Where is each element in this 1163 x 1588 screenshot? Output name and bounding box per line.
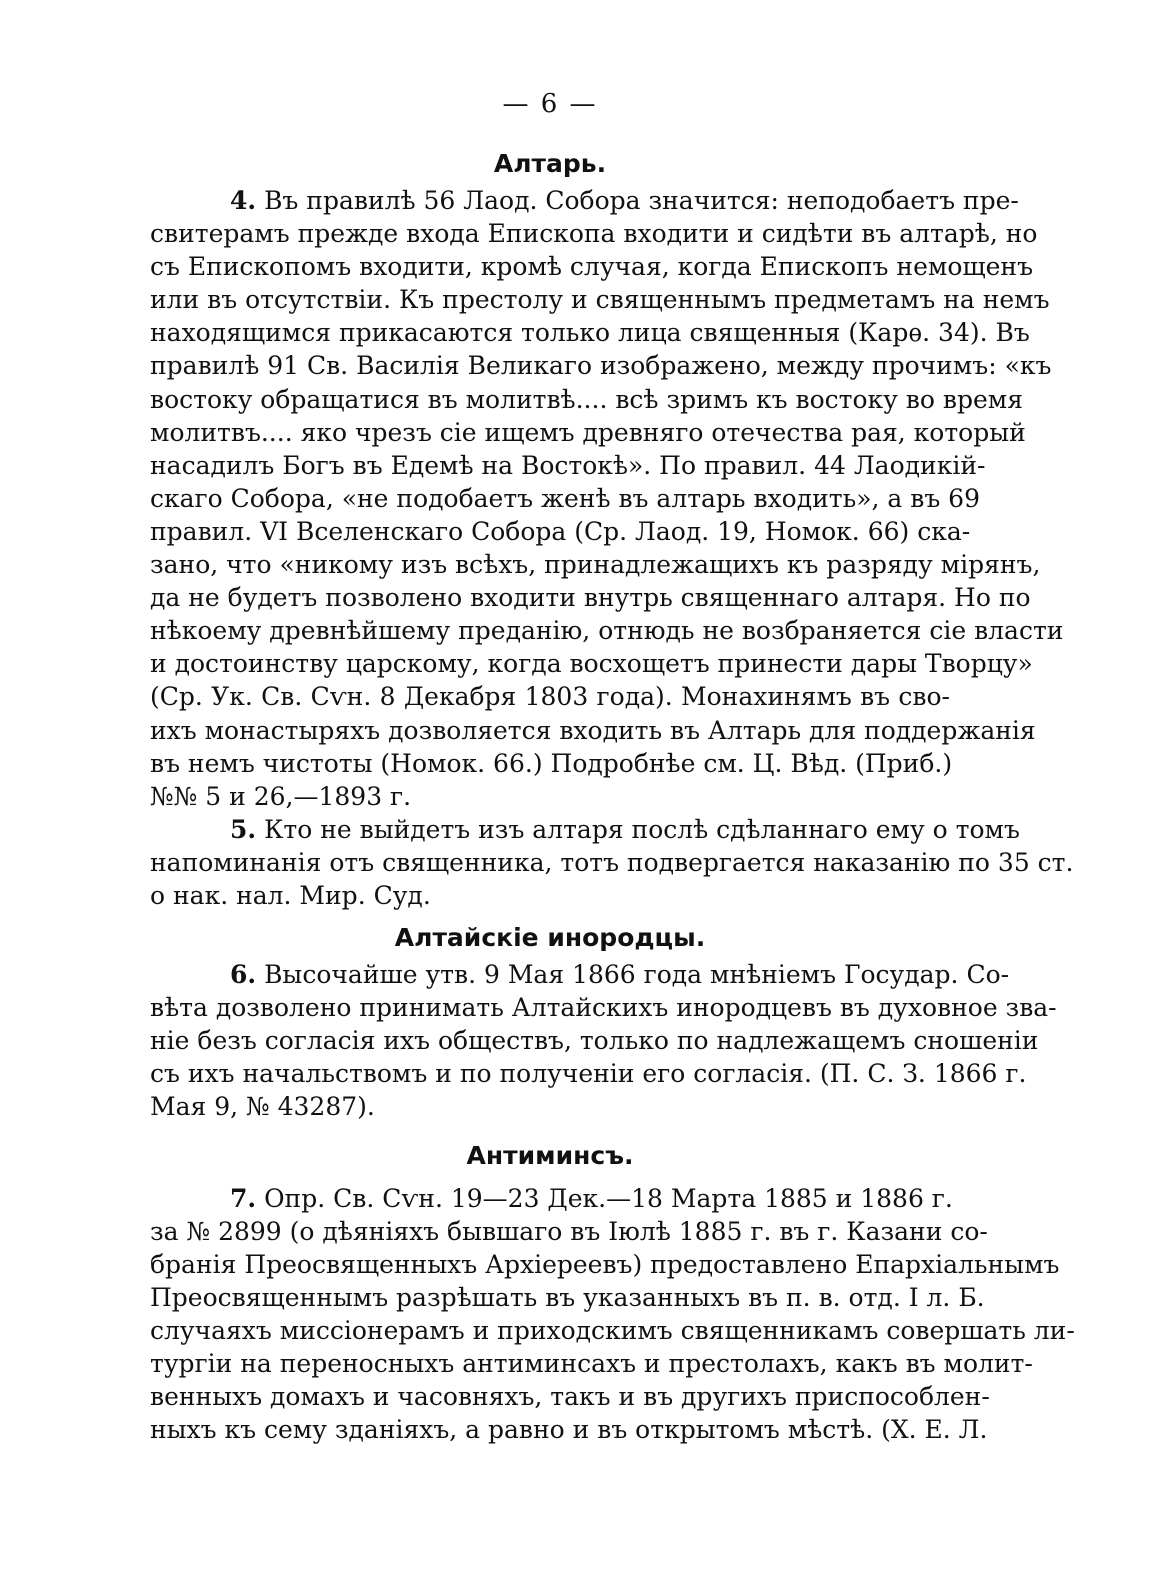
paragraph-line: 5. Кто не выйдетъ изъ алтаря послѣ сдѣланнаго ему о томъ	[230, 814, 1020, 844]
paragraph-number: 7.	[230, 1183, 257, 1213]
paragraph-6	[150, 958, 1057, 1123]
paragraph-line: зано, что «никому изъ всѣхъ, принадлежащихъ къ разряду мірянъ,	[150, 550, 1041, 580]
paragraph-line: ихъ монастыряхъ дозволяется входить въ Алтарь для поддержанія	[150, 715, 1036, 745]
paragraph-line: напоминанія отъ священника, тотъ подвергается наказанію по 35 ст.	[150, 847, 1074, 877]
paragraph-line: скаго Собора, «не подобаетъ женѣ въ алтарь входить», а въ 69	[150, 483, 980, 513]
paragraph-line: ныхъ къ сему зданіяхъ, а равно и въ открытомъ мѣстѣ. (Х. Е. Л.	[150, 1415, 988, 1445]
paragraph-line: Мая 9, № 43287).	[150, 1092, 375, 1122]
paragraph-number: 4.	[230, 186, 257, 215]
paragraph-line: молитвъ.... яко чрезъ сіе ищемъ древняго отечества рая, который	[150, 417, 1026, 447]
paragraph-number: 5.	[230, 814, 257, 844]
paragraph-line: ніе безъ согласія ихъ обществъ, только по надлежащемъ сношеніи	[150, 1026, 1039, 1056]
paragraph-line: насадилъ Богъ въ Едемѣ на Востокѣ». По правил. 44 Лаодикій-	[150, 450, 986, 480]
paragraph-line: (Ср. Ук. Св. Сѵн. 8 Декабря 1803 года). Монахинямъ въ сво-	[150, 682, 950, 712]
paragraph-line: свитерамъ прежде входа Епископа входити и сидѣти въ алтарѣ, но	[150, 219, 1038, 249]
paragraph-line: правилѣ 91 Св. Василія Великаго изображено, между прочимъ: «къ	[150, 351, 1052, 381]
paragraph-number: 6.	[230, 960, 257, 990]
paragraph-line: вѣта дозволено принимать Алтайскихъ инородцевъ въ духовное зва-	[150, 993, 1057, 1023]
section-heading-altar: Алтарь.	[493, 149, 607, 178]
paragraph-line: съ Епископомъ входити, кромѣ случая, когда Епископъ немощенъ	[150, 252, 1033, 282]
paragraph-line: №№ 5 и 26,—1893 г.	[150, 781, 412, 811]
paragraph-line: тургіи на переносныхъ антиминсахъ и престолахъ, какъ въ молит-	[150, 1349, 1033, 1378]
paragraph-line: да не будетъ позволено входити внутрь священнаго алтаря. Но по	[150, 583, 1031, 613]
paragraph-line: или въ отсутствіи. Къ престолу и священнымъ предметамъ на немъ	[150, 285, 1050, 315]
paragraph-line: и достоинству царскому, когда восхощетъ принести дары Творцу»	[150, 649, 1033, 679]
paragraph-line: случаяхъ миссіонерамъ и приходскимъ священникамъ совершать ли-	[150, 1315, 1075, 1345]
paragraph-line: востоку обращатися въ молитвѣ.... всѣ зримъ къ востоку во время	[150, 384, 1023, 414]
paragraph-line: о нак. нал. Мир. Суд.	[150, 880, 431, 910]
page-number: — 6 —	[502, 89, 598, 119]
paragraph-line: въ немъ чистоты (Номок. 66.) Подробнѣе см. Ц. Вѣд. (Приб.)	[150, 748, 953, 778]
paragraph-5	[150, 813, 1074, 912]
paragraph-line: правил. VI Вселенскаго Собора (Ср. Лаод. 19, Номок. 66) ска-	[150, 516, 971, 546]
document-page	[150, 84, 1075, 1446]
paragraph-line: венныхъ домахъ и часовняхъ, такъ и въ другихъ приспособлен-	[150, 1382, 990, 1412]
section-heading-altai-natives: Алтайскіе инородцы.	[394, 923, 706, 953]
paragraph-line: находящимся прикасаются только лица священныя (Карѳ. 34). Въ	[150, 318, 1030, 348]
paragraph-line: съ ихъ начальствомъ и по полученіи его согласія. (П. С. З. 1866 г.	[150, 1059, 1027, 1089]
paragraph-4	[150, 184, 1064, 813]
paragraph-line: 6. Высочайше утв. 9 Мая 1866 года мнѣніемъ Государ. Со-	[230, 960, 1010, 990]
paragraph-7	[150, 1182, 1075, 1447]
paragraph-line: нѣкоему древнѣйшему преданію, отнюдь не возбраняется сіе власти	[150, 616, 1064, 646]
paragraph-line: 4. Въ правилѣ 56 Лаод. Собора значится: неподобаетъ пре-	[230, 186, 1019, 215]
paragraph-line: бранія Преосвященныхъ Архіереевъ) предоставлено Епархіальнымъ	[150, 1249, 1060, 1279]
section-heading-antimension: Антиминсъ.	[466, 1140, 634, 1170]
paragraph-line: 7. Опр. Св. Сѵн. 19—23 Дек.—18 Марта 1885 и 1886 г.	[230, 1183, 953, 1213]
paragraph-line: Преосвященнымъ разрѣшать въ указанныхъ въ п. в. отд. I л. Б.	[150, 1282, 985, 1312]
paragraph-line: за № 2899 (о дѣяніяхъ бывшаго въ Іюлѣ 1885 г. въ г. Казани со-	[150, 1216, 988, 1246]
